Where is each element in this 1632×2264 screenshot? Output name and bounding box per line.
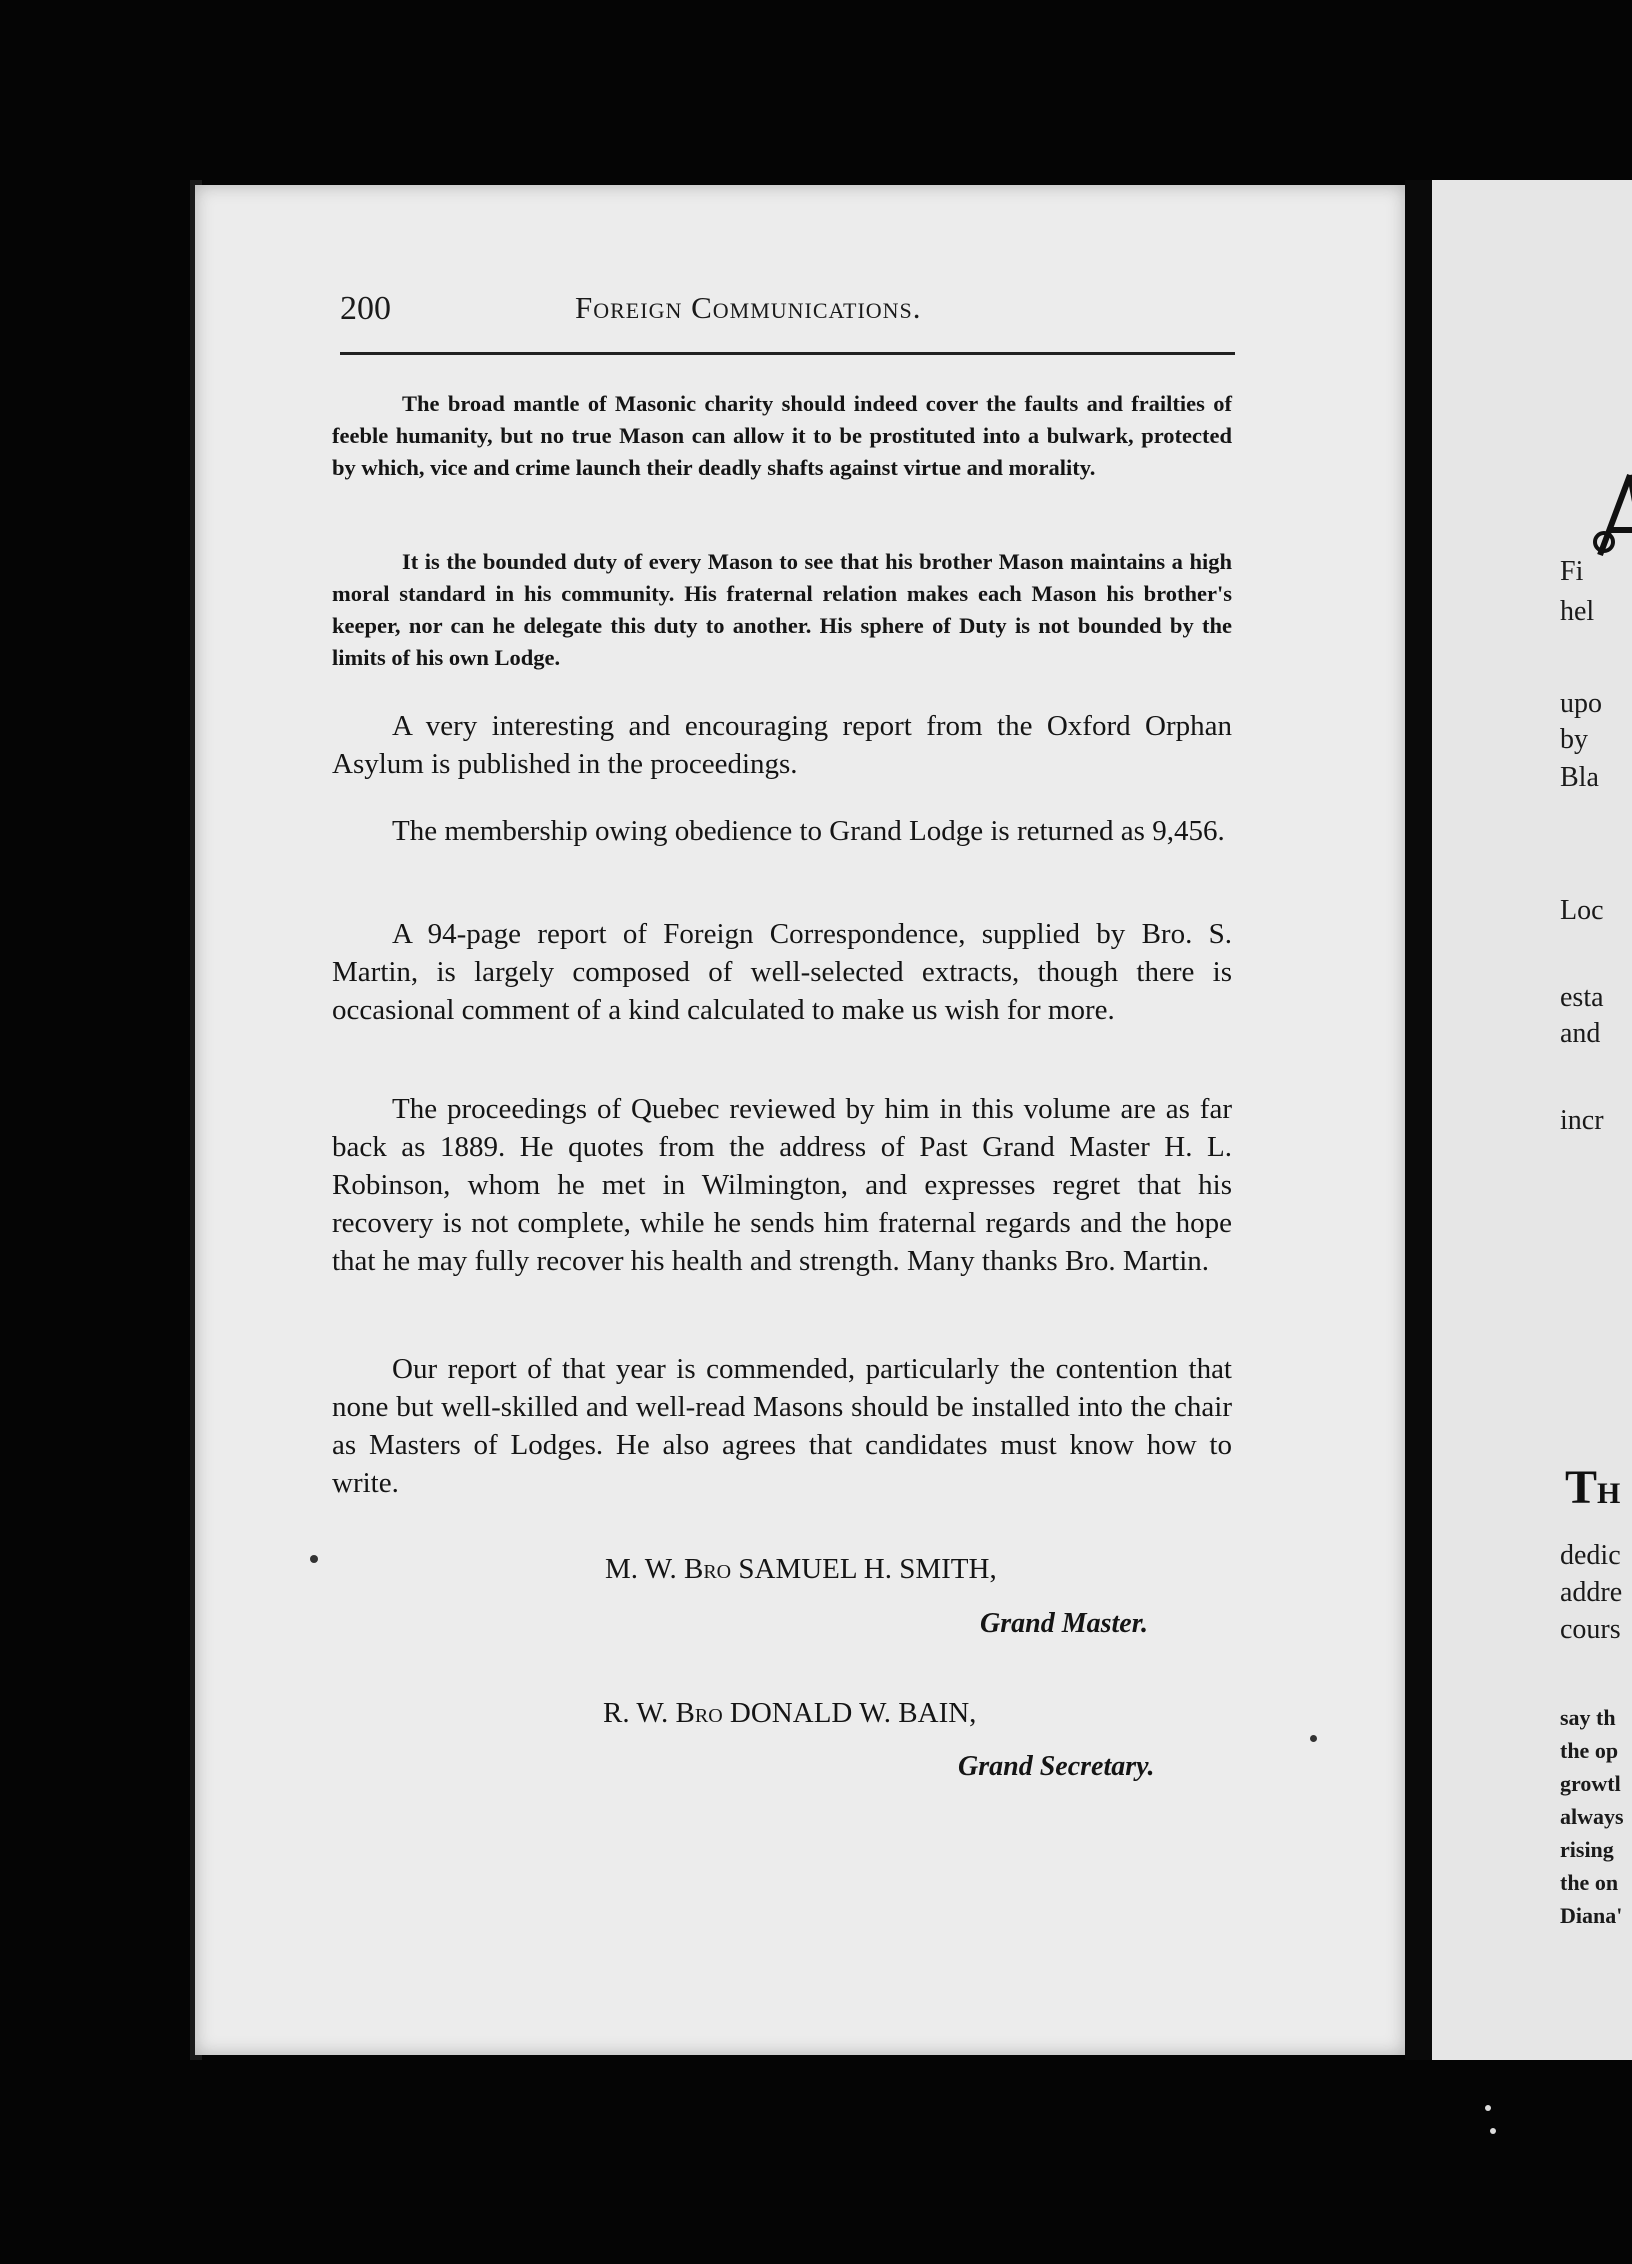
- right-page-line: growtl: [1560, 1771, 1621, 1796]
- right-page-line: and: [1560, 1018, 1601, 1049]
- right-page-line: always: [1560, 1804, 1624, 1829]
- right-page-line: incr: [1560, 1105, 1604, 1136]
- scan-speck: [310, 1555, 318, 1563]
- page-header: [340, 290, 1235, 340]
- scan-speck: [1485, 2105, 1491, 2111]
- body-paragraph: The membership owing obedience to Grand Lodge is returned as 9,456.: [392, 815, 1225, 847]
- book-gutter: [1405, 180, 1433, 2060]
- right-page-line: hel: [1560, 596, 1595, 627]
- right-page-line: esta: [1560, 982, 1604, 1013]
- body-paragraph: The proceedings of Quebec reviewed by him in this volume are as far back as 1889. He quotes from the address of Past Grand Master H. L. Robinson, whom he met in Wilmington, and expresses regret that his recovery is not complete, while he sends him fraternal regards and the hope that he may fully recover his health and strength. Many thanks Bro. Martin.: [332, 1093, 1232, 1277]
- right-page-line: upo: [1560, 688, 1602, 719]
- ornamental-initial-icon: [1590, 470, 1632, 560]
- body-paragraph: A very interesting and encouraging report from the Oxford Orphan Asylum is published in the proceedings.: [332, 710, 1232, 780]
- signature-title: Grand Master.: [980, 1608, 1149, 1639]
- signature-name: R. W. Bro DONALD W. BAIN,: [603, 1697, 977, 1729]
- right-page-line: Diana': [1560, 1903, 1623, 1928]
- right-page-line: cours: [1560, 1614, 1621, 1645]
- right-page-line: by: [1560, 724, 1588, 755]
- signature-title: Grand Secretary.: [958, 1751, 1155, 1782]
- scan-speck: [1310, 1735, 1317, 1742]
- running-head: Foreign Communications.: [575, 290, 922, 325]
- page-number: 200: [340, 290, 391, 327]
- right-page-line: addre: [1560, 1577, 1623, 1608]
- body-paragraph: Our report of that year is commended, particularly the contention that none but well-skilled and well-read Masons should be installed into the chair as Masters of Lodges. He also agrees that candidates must know how to write.: [332, 1353, 1232, 1499]
- right-page-line: Loc: [1560, 895, 1604, 926]
- right-page-line: say th: [1560, 1705, 1616, 1730]
- quote-paragraph: It is the bounded duty of every Mason to see that his brother Mason maintains a high moral standard in his community. His fraternal relation makes each Mason his brother's keeper, nor can he delegate this duty to another. His sphere of Duty is not bounded by the limits of his own Lodge.: [332, 549, 1232, 670]
- right-page-line: the on: [1560, 1870, 1619, 1895]
- scan-speck: [1490, 2128, 1496, 2134]
- body-paragraph: A 94-page report of Foreign Correspondence, supplied by Bro. S. Martin, is largely composed of well-selected extracts, though there is occasional comment of a kind calculated to make us wish for more.: [332, 918, 1232, 1026]
- right-page-line: Fi: [1560, 556, 1584, 587]
- right-page-line: the op: [1560, 1738, 1619, 1763]
- header-rule: [340, 352, 1235, 355]
- right-page-line: dedic: [1560, 1540, 1621, 1571]
- signature-name: M. W. Bro SAMUEL H. SMITH,: [605, 1553, 997, 1585]
- right-page-line: rising: [1560, 1837, 1614, 1862]
- ornamental-initial-t: TH: [1565, 1461, 1621, 1514]
- right-page-line: Bla: [1560, 762, 1599, 793]
- quote-paragraph: The broad mantle of Masonic charity should indeed cover the faults and frailties of feeble humanity, but no true Mason can allow it to be prostituted into a bulwark, protected by which, vice and crime launch their deadly shafts against virtue and morality.: [332, 391, 1232, 480]
